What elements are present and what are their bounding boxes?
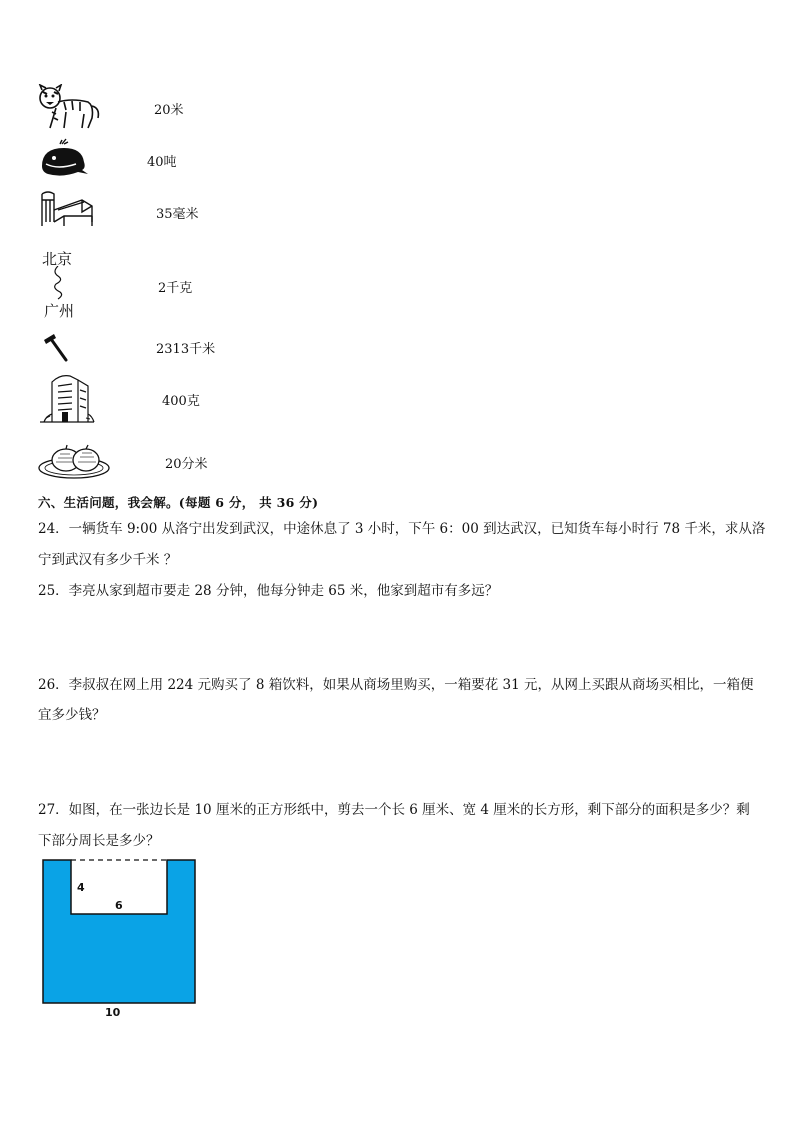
tiger-icon xyxy=(36,84,102,132)
question-26-line-2: 宜多少钱？ xyxy=(38,707,106,723)
question-24-line-2: 宁到武汉有多少千米 ？ xyxy=(38,552,178,568)
label-length-6: 6 xyxy=(115,899,123,912)
unit-label-3: 35毫米 xyxy=(156,207,199,222)
fruit-plate-icon xyxy=(36,440,112,480)
route-line-icon xyxy=(48,266,72,300)
question-27-line-2: 下部分周长是多少？ xyxy=(38,833,160,849)
map-label-guangzhou: 广州 xyxy=(44,302,75,320)
nail-icon xyxy=(40,332,70,362)
section-heading: 六、生活问题，我会解。(每题 6 分， 共 36 分) xyxy=(38,495,319,510)
unit-label-6: 400克 xyxy=(162,394,200,409)
bed-icon xyxy=(38,186,94,230)
unit-label-7: 20分米 xyxy=(165,457,208,472)
label-side-10: 10 xyxy=(105,1006,121,1019)
question-25: 25．李亮从家到超市要走 28 分钟，他每分钟走 65 米，他家到超市有多远？ xyxy=(38,583,499,599)
building-icon xyxy=(38,372,96,424)
question-27-line-1: 27．如图，在一张边长是 10 厘米的正方形纸中，剪去一个长 6 厘米、宽 4 厘米的长方形，剩下部分的面积是多少？剩 xyxy=(38,802,750,818)
label-width-4: 4 xyxy=(77,881,85,894)
whale-icon xyxy=(38,138,90,178)
remaining-shape xyxy=(43,860,195,1003)
unit-label-4: 2千克 xyxy=(158,281,193,296)
unit-label-1: 20米 xyxy=(154,103,184,118)
map-label-beijing: 北京 xyxy=(42,250,73,268)
unit-label-2: 40吨 xyxy=(147,155,177,170)
question-24-line-1: 24．一辆货车 9:00 从洛宁出发到武汉，中途休息了 3 小时，下午 6：00 到达武汉，已知货车每小时行 78 千米，求从洛 xyxy=(38,521,766,537)
square-cutout-figure xyxy=(40,858,200,1008)
unit-label-5: 2313千米 xyxy=(156,342,216,357)
question-26-line-1: 26．李叔叔在网上用 224 元购买了 8 箱饮料，如果从商场里购买，一箱要花 31 元，从网上买跟从商场买相比，一箱便 xyxy=(38,677,754,693)
